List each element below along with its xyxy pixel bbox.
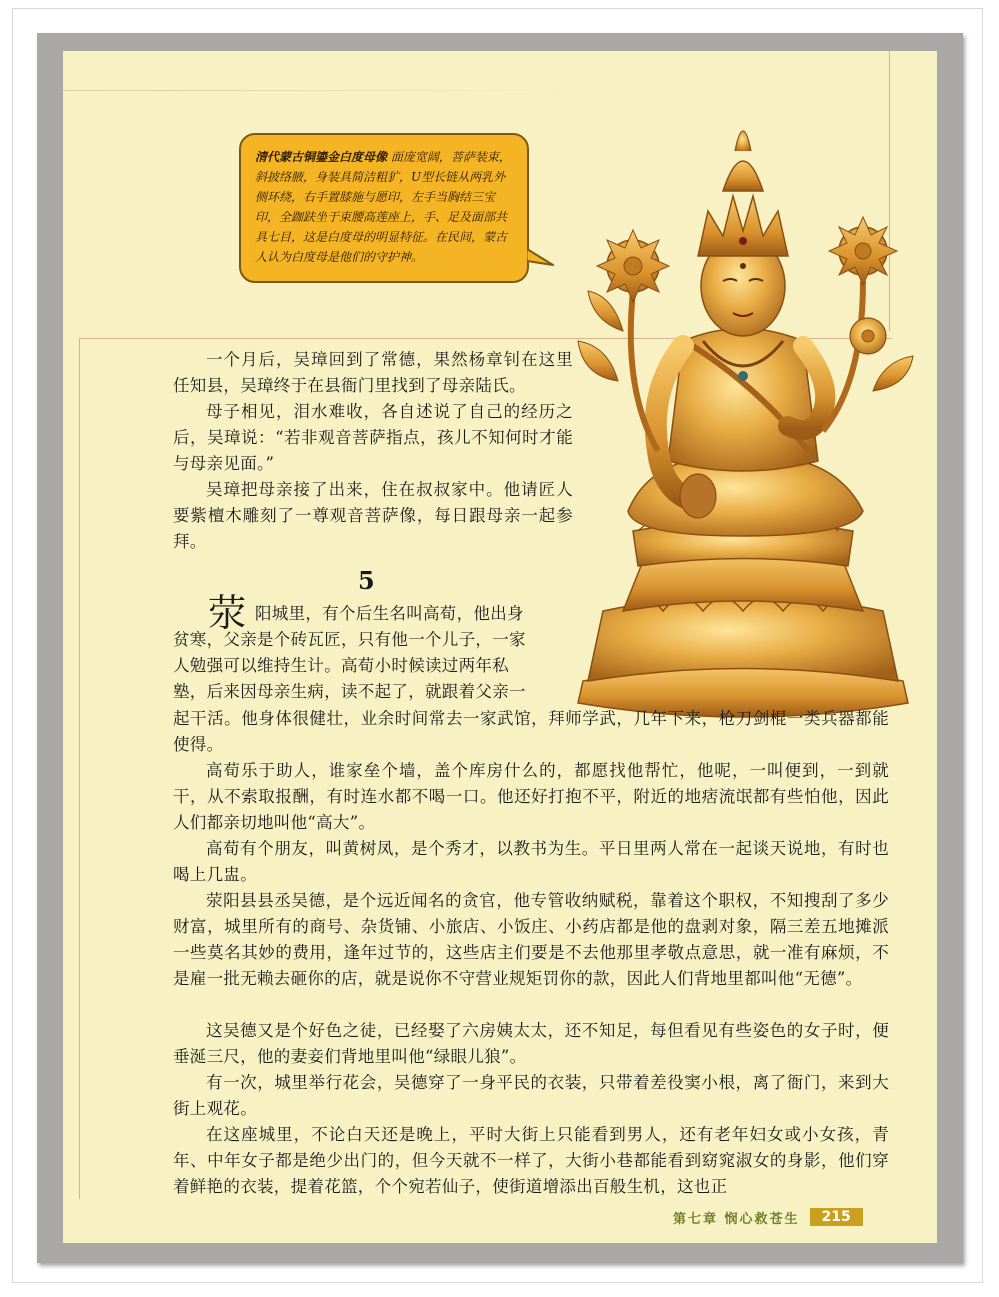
book-page — [63, 51, 937, 1243]
white-tara-statue-image — [563, 91, 923, 731]
statue-caption — [239, 133, 529, 283]
paragraph: 吴璋把母亲接了出来，住在叔叔家中。他请匠人要紫檀木雕刻了一尊观音菩萨像，每日跟母亲一起参拜。 — [173, 480, 573, 551]
paragraph: 一个月后，吴璋回到了常德，果然杨章钊在这里任知县，吴璋终于在县衙门里找到了母亲陆氏。 — [173, 350, 573, 395]
paragraph: 有一次，城里举行花会，吴德穿了一身平民的衣装，只带着差役窦小根，离了衙门，来到大街上观花。 — [173, 1073, 889, 1118]
page-number: 215 — [810, 1208, 863, 1226]
page-footer — [673, 1207, 863, 1227]
caption-body: 面庞宽阔，菩萨装束，斜披络腋，身装具简洁粗犷，U型长链从两乳外侧环绕，右手置膝施与愿印，左手当胸结三宝印，全跏趺坐于束腰高莲座上，手、足及面部共具七目，这是白度母的明显特征。在民间，蒙古人认为白度母是他们的守护神。 — [255, 150, 511, 264]
paragraph: 荥阳县县丞吴德，是个远近闻名的贪官，他专管收纳赋税，靠着这个职权，不知搜刮了多少财富，城里所有的商号、杂货铺、小旅店、小饭庄、小药店都是他的盘剥对象，隔三差五地摊派一些莫名其妙的费用，逢年过节的，这些店主们要是不去他那里孝敬点意思，就一准有麻烦，不是雇一批无赖去砸你的店，就是说你不守营业规矩罚你的款，因此人们背地里都叫他“无德”。 — [173, 891, 889, 988]
section-number: 5 — [358, 566, 375, 595]
paragraph: 高荀有个朋友，叫黄树凤，是个秀才，以教书为生。平日里两人常在一起谈天说地，有时也喝上几盅。 — [173, 839, 889, 884]
paragraph: 高荀乐于助人，谁家垒个墙，盖个库房什么的，都愿找他帮忙，他呢，一叫便到，一到就干，从不索取报酬，有时连水都不喝一口。他还好打抱不平，附近的地痞流氓都有些怕他，因此人们都亲切地叫他“高大”。 — [173, 761, 889, 832]
section-line: 贫寒，父亲是个砖瓦匠，只有他一个儿子，一家 — [173, 630, 526, 649]
paragraph: 起干活。他身体很健壮，业余时间常去一家武馆，拜师学武，几年下来，枪刀剑棍一类兵器都能使得。 — [173, 709, 889, 754]
section-line: 塾，后来因母亲生病，读不起了，就跟着父亲一 — [173, 682, 526, 701]
header-rule — [63, 90, 583, 91]
section-first-line: 阳城里，有个后生名叫高荀，他出身 — [255, 604, 524, 623]
section-line: 人勉强可以维持生计。高荀小时候读过两年私 — [173, 656, 509, 675]
caption-title: 清代蒙古铜鎏金白度母像 — [255, 150, 388, 164]
paragraph: 在这座城里，不论白天还是晚上，平时大街上只能看到男人，还有老年妇女或小女孩，青年、中年女子都是绝少出门的，但今天就不一样了，大街小巷都能看到窈窕淑女的身影，他们穿着鲜艳的衣装，提着花篮，个个宛若仙子，使街道增添出百般生机，这也正 — [173, 1125, 889, 1196]
paragraph: 母子相见，泪水难收，各自述说了自己的经历之后，吴璋说：“若非观音菩萨指点，孩儿不知何时才能与母亲见面。” — [173, 402, 573, 473]
paragraph: 这吴德又是个好色之徒，已经娶了六房姨太太，还不知足，每但看见有些姿色的女子时，便垂涎三尺，他的妻妾们背地里叫他“绿眼儿狼”。 — [173, 1021, 889, 1066]
chapter-title: 第七章 悯心救苍生 — [673, 1211, 800, 1227]
caption-tail — [527, 247, 555, 267]
dropcap-character: 荥 — [208, 591, 247, 635]
